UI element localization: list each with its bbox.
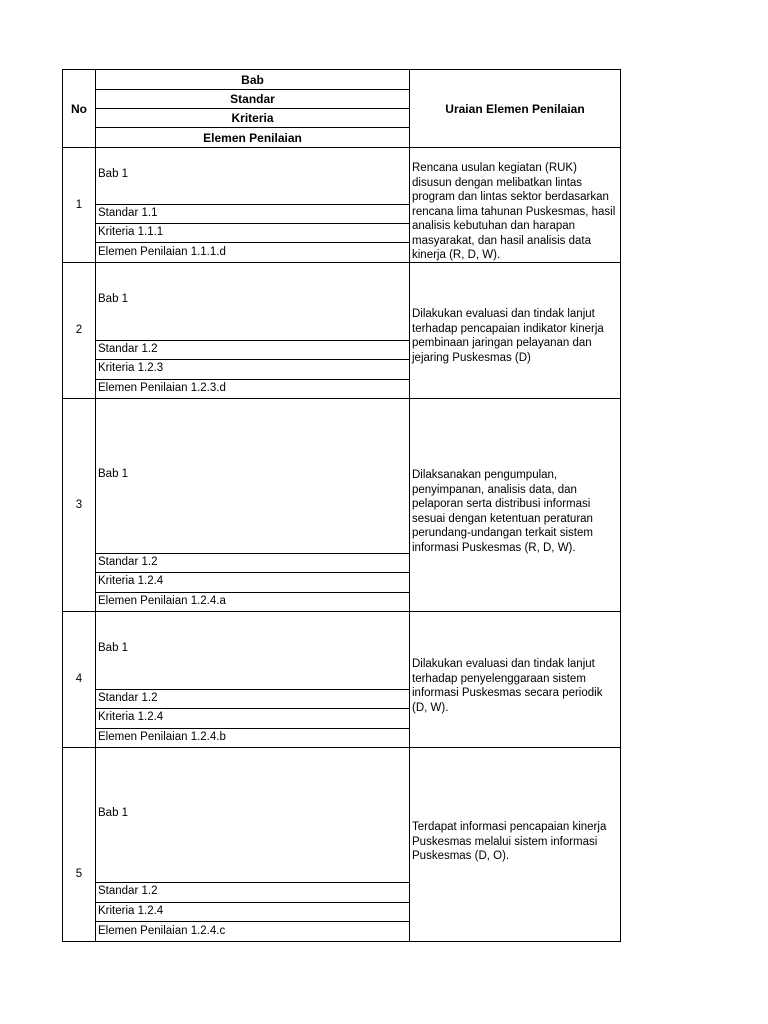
table-row: [62, 398, 621, 612]
row-kriteria: [95, 572, 410, 593]
row-uraian: Terdapat informasi pencapaian kinerja Puskesmas melalui sistem informasi Puskesmas (D, O).: [409, 747, 621, 942]
row-uraian: Rencana usulan kegiatan (RUK) disusun dengan melibatkan lintas program dan lintas sektor berdasarkan rencana lima tahunan Puskesmas, hasil analisis kebutuhan dan harapan masyarakat, dan hasil analisis data kinerja (R, D, W).: [409, 147, 621, 263]
row-elemen: [95, 592, 410, 612]
kriteria-label: Kriteria 1.2.4: [98, 711, 164, 723]
bab-label: Bab 1: [98, 293, 129, 305]
row-uraian: Dilakukan evaluasi dan tindak lanjut terhadap pencapaian indikator kinerja pembinaan jaringan pelayanan dan jejaring Puskesmas (D): [409, 262, 621, 399]
row-no: 2: [62, 262, 96, 399]
header-no: No: [62, 69, 96, 148]
row-bab: [95, 262, 410, 341]
header-standar: Standar: [95, 89, 410, 109]
header-elemen: Elemen Penilaian: [95, 127, 410, 148]
row-no: [62, 747, 96, 942]
row-elemen: [95, 728, 410, 748]
row-bab: [95, 747, 410, 883]
row-standar: [95, 340, 410, 360]
elemen-label: Elemen Penilaian 1.2.3.d: [98, 382, 226, 394]
table-header: [62, 69, 621, 148]
table-row: [62, 147, 621, 263]
row-elemen: [95, 379, 410, 399]
header-uraian: Uraian Elemen Penilaian: [409, 69, 621, 148]
row-kriteria: [95, 708, 410, 729]
row-kriteria: [95, 902, 410, 922]
row-standar: [95, 882, 410, 903]
row-elemen: [95, 921, 410, 942]
bab-label: Bab 1: [98, 168, 129, 180]
row-kriteria: [95, 223, 410, 243]
row-standar: [95, 553, 410, 573]
table-row: [62, 262, 621, 399]
bab-label: Bab 1: [98, 642, 129, 654]
row-uraian: Dilaksanakan pengumpulan, penyimpanan, analisis data, dan pelaporan serta distribusi informasi sesuai dengan ketentuan peraturan perundang-undangan terkait sistem informasi Puskesmas (R, D, W).: [409, 398, 621, 612]
row-standar: [95, 689, 410, 709]
bab-label: Bab 1: [98, 807, 129, 819]
elemen-label: Elemen Penilaian 1.2.4.c: [98, 925, 226, 937]
row-no-label: 5: [75, 868, 83, 880]
elemen-label: Elemen Penilaian 1.2.4.b: [98, 731, 226, 743]
elemen-label: Elemen Penilaian 1.1.1.d: [98, 246, 226, 258]
row-kriteria: [95, 359, 410, 380]
row-bab: [95, 398, 410, 554]
standar-label: Standar 1.2: [98, 343, 158, 355]
row-no: 4: [62, 611, 96, 748]
standar-label: Standar 1.2: [98, 885, 158, 897]
kriteria-label: Kriteria 1.2.3: [98, 362, 164, 374]
table-row: [62, 611, 621, 748]
row-bab: [95, 147, 410, 205]
elemen-label: Elemen Penilaian 1.2.4.a: [98, 595, 226, 607]
bab-label: Bab 1: [98, 468, 129, 480]
header-bab: Bab: [95, 69, 410, 90]
kriteria-label: Kriteria 1.2.4: [98, 575, 164, 587]
row-no: 3: [62, 398, 96, 612]
row-bab: [95, 611, 410, 690]
row-uraian: Dilakukan evaluasi dan tindak lanjut terhadap penyelenggaraan sistem informasi Puskesmas secara periodik (D, W).: [409, 611, 621, 748]
row-no: 1: [62, 147, 96, 263]
row-elemen: [95, 242, 410, 263]
standar-label: Standar 1.2: [98, 692, 158, 704]
kriteria-label: Kriteria 1.2.4: [98, 905, 164, 917]
standar-label: Standar 1.2: [98, 556, 158, 568]
standar-label: Standar 1.1: [98, 207, 158, 219]
header-kriteria: Kriteria: [95, 108, 410, 128]
kriteria-label: Kriteria 1.1.1: [98, 226, 164, 238]
row-standar: [95, 204, 410, 224]
table-row: [62, 747, 621, 942]
